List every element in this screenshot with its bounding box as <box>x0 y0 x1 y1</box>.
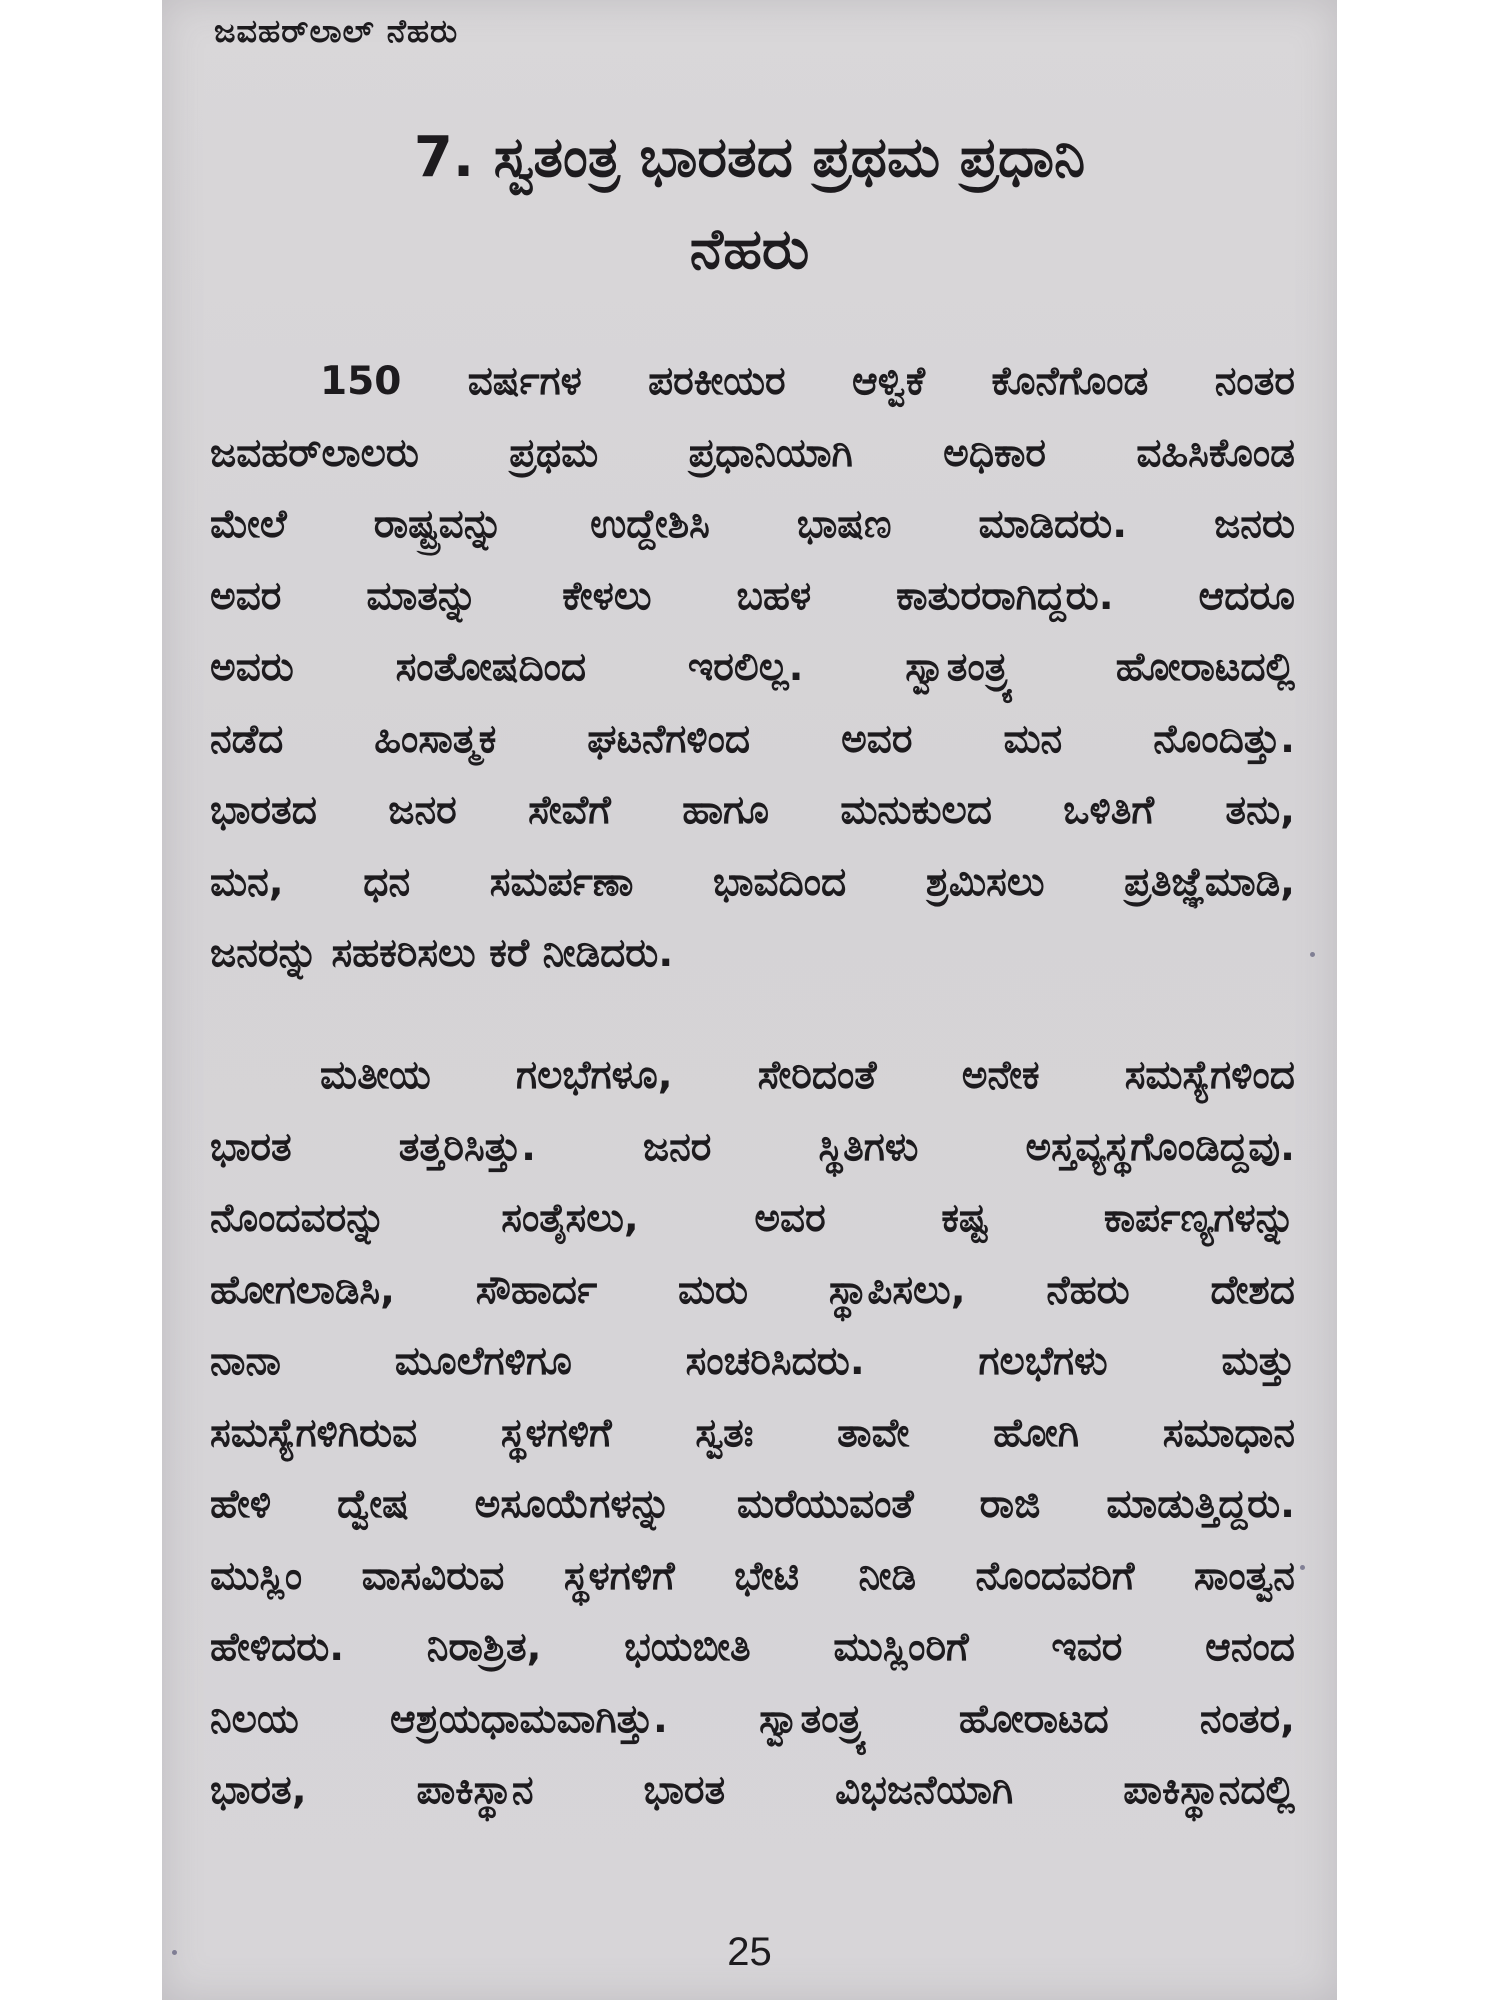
page-number: 25 <box>727 1930 772 1974</box>
text-line: ಭಾರತ, ಪಾಕಿಸ್ಥಾನ ಭಾರತ ವಿಭಜನೆಯಾಗಿ ಪಾಕಿಸ್ಥಾನದಲ್ಲಿ <box>210 1768 1295 1813</box>
ink-speck <box>172 1950 177 1955</box>
text-line: ಮತೀಯ ಗಲಭೆಗಳೂ, ಸೇರಿದಂತೆ ಅನೇಕ ಸಮಸ್ಯೆಗಳಿಂದ <box>320 1053 1295 1098</box>
text-line: ಭಾರತ ತತ್ತರಿಸಿತ್ತು. ಜನರ ಸ್ಥಿತಿಗಳು ಅಸ್ತವ್ಯಸ್ಥಗೊಂಡಿದ್ದವು. <box>210 1124 1295 1170</box>
text-line: ಜವಹರ್‌ಲಾಲರು ಪ್ರಥಮ ಪ್ರಧಾನಿಯಾಗಿ ಅಧಿಕಾರ ವಹಿಸಿಕೊಂಡ <box>210 430 1295 476</box>
text-line: ಸಮಸ್ಯೆಗಳಿಗಿರುವ ಸ್ಥಳಗಳಿಗೆ ಸ್ವತಃ ತಾವೇ ಹೋಗಿ ಸಮಾಧಾನ <box>210 1410 1296 1456</box>
chapter-title <box>162 112 1337 296</box>
text-line: ನಡೆದ ಹಿಂಸಾತ್ಮಕ ಘಟನೆಗಳಿಂದ ಅವರ ಮನ ನೊಂದಿತ್ತು. <box>210 716 1295 762</box>
text-line: ನಿಲಯ ಆಶ್ರಯಧಾಮವಾಗಿತ್ತು. ಸ್ವಾತಂತ್ರ್ಯ ಹೋರಾಟದ ನಂತರ, <box>210 1696 1295 1742</box>
text-line: ಅವರ ಮಾತನ್ನು ಕೇಳಲು ಬಹಳ ಕಾತುರರಾಗಿದ್ದರು. ಆದರೂ <box>210 573 1295 619</box>
text-line: ಹೇಳಿ ದ್ವೇಷ ಅಸೂಯೆಗಳನ್ನು ಮರೆಯುವಂತೆ ರಾಜಿ ಮಾಡುತ್ತಿದ್ದರು. <box>210 1482 1295 1527</box>
text-line: ಹೇಳಿದರು. ನಿರಾಶ್ರಿತ, ಭಯಬೀತಿ ಮುಸ್ಲಿಂರಿಗೆ ಇವರ ಆನಂದ <box>210 1625 1295 1670</box>
running-head: ಜವಹರ್‌ಲಾಲ್ ನೆಹರು <box>214 12 459 50</box>
chapter-title-line-1: 7. ಸ್ವತಂತ್ರ ಭಾರತದ ಪ್ರಥಮ ಪ್ರಧಾನಿ <box>413 125 1086 190</box>
paragraph-2 <box>210 1040 1295 1827</box>
text-line: ಮುಸ್ಲಿಂ ವಾಸವಿರುವ ಸ್ಥಳಗಳಿಗೆ ಭೇಟಿ ನೀಡಿ ನೊಂದವರಿಗೆ ಸಾಂತ್ವನ <box>210 1553 1295 1599</box>
text-line: ಹೋಗಲಾಡಿಸಿ, ಸೌಹಾರ್ದ ಮರು ಸ್ಥಾಪಿಸಲು, ನೆಹರು ದೇಶದ <box>210 1267 1295 1313</box>
text-line: ಮೇಲೆ ರಾಷ್ಟ್ರವನ್ನು ಉದ್ದೇಶಿಸಿ ಭಾಷಣ ಮಾಡಿದರು. ಜನರು <box>210 502 1295 547</box>
text-line: ಅವರು ಸಂತೋಷದಿಂದ ಇರಲಿಲ್ಲ. ಸ್ವಾತಂತ್ರ್ಯ ಹೋರಾಟದಲ್ಲಿ <box>210 645 1295 690</box>
text-line: ಜನರನ್ನು ಸಹಕರಿಸಲು ಕರೆ ನೀಡಿದರು. <box>210 931 674 976</box>
scanned-page <box>162 0 1337 2000</box>
text-line: ಭಾರತದ ಜನರ ಸೇವೆಗೆ ಹಾಗೂ ಮನುಕುಲದ ಒಳಿತಿಗೆ ತನು, <box>210 788 1295 833</box>
text-line: 150 ವರ್ಷಗಳ ಪರಕೀಯರ ಆಳ್ವಿಕೆ ಕೊನೆಗೊಂಡ ನಂತರ <box>320 359 1295 404</box>
ink-speck <box>1310 952 1315 957</box>
text-line: ನೊಂದವರನ್ನು ಸಂತೈಸಲು, ಅವರ ಕಷ್ಟ ಕಾರ್ಪಣ್ಯಗಳನ್ನು <box>210 1196 1295 1241</box>
paragraph-1 <box>210 346 1295 990</box>
chapter-title-line-2: ನೆಹರು <box>689 217 810 282</box>
ink-speck <box>1300 1565 1305 1570</box>
text-line: ಮನ, ಧನ ಸಮರ್ಪಣಾ ಭಾವದಿಂದ ಶ್ರಮಿಸಲು ಪ್ರತಿಜ್ಞೆಮಾಡಿ, <box>210 859 1295 905</box>
text-line: ನಾನಾ ಮೂಲೆಗಳಿಗೂ ಸಂಚರಿಸಿದರು. ಗಲಭೆಗಳು ಮತ್ತು <box>210 1339 1295 1384</box>
